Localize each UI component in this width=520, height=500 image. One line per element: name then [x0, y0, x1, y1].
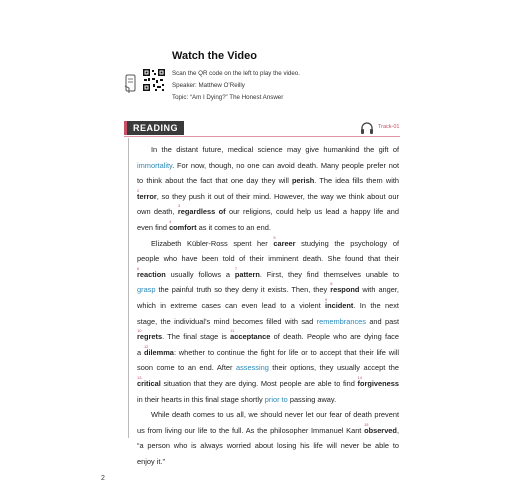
vocab-number: 13	[137, 375, 142, 380]
passage-text: , so they push it out of their mind. However, the way we think about our	[156, 191, 399, 201]
passage-text: “a person who is always worried about losing his life will never be able to	[137, 441, 399, 451]
vocab-number: 3	[177, 203, 181, 209]
audio-track[interactable]	[360, 121, 405, 135]
vocab-number: 6	[137, 265, 140, 271]
passage-text: . The idea fills them with	[314, 176, 399, 186]
passage-text: with anger,	[359, 285, 399, 295]
passage-line	[137, 317, 399, 327]
passage-line	[137, 161, 399, 171]
passage-line	[137, 328, 399, 342]
passage-line	[137, 395, 336, 405]
passage-line	[151, 234, 399, 249]
keyword: acceptance 11	[230, 328, 271, 342]
passage-text: studying the psychology of	[295, 238, 399, 248]
passage-text: Elizabeth Kübler-Ross spent her	[151, 238, 274, 248]
keyword: comfort 4	[169, 219, 197, 232]
keyword: incident 9	[325, 297, 354, 310]
passage-text: stage, the individual’s mind becomes filled with sad	[137, 316, 317, 326]
passage-text: and past	[365, 316, 399, 326]
keyword: critical 13	[137, 375, 161, 388]
vocab-number: 4	[169, 219, 172, 224]
video-title: Watch the Video	[172, 50, 257, 62]
phone-scan-icon	[124, 74, 138, 94]
passage-text: In the distant future, medical science may give humankind the gift of	[151, 145, 399, 154]
track-label: Track-01	[378, 124, 400, 130]
passage-text: enjoy it.”	[137, 457, 165, 466]
headphones-icon	[360, 121, 374, 135]
highlighted-word: remembrances	[316, 316, 366, 326]
passage-text: passing away.	[287, 394, 337, 404]
keyword: respond 8	[330, 281, 360, 295]
vocab-number: 8	[330, 281, 333, 287]
passage-text: of death. People who are dying face	[270, 332, 399, 342]
keyword: pattern 7	[234, 265, 260, 279]
passage-text: in their hearts in this final stage shortly	[137, 394, 265, 404]
passage-text: : whether to continue the fight for life or to accept that their life will	[173, 347, 399, 357]
vocab-number: 2	[137, 187, 140, 193]
vocab-number: 10	[137, 328, 142, 334]
keyword: regardless of 3	[177, 203, 226, 217]
passage-text: our religions, could help us lead a happy life and	[225, 207, 399, 217]
reading-badge: READING	[124, 121, 184, 135]
highlighted-word: immortality	[137, 160, 173, 170]
highlighted-word: grasp	[137, 285, 156, 295]
passage-line	[137, 363, 399, 373]
passage-text: a	[137, 347, 144, 357]
passage-line	[137, 441, 399, 451]
passage-text: . The final stage is	[162, 332, 231, 342]
qr-area	[124, 68, 168, 100]
passage-line	[151, 145, 399, 155]
vocab-number: 12	[143, 343, 149, 349]
video-instruction: Scan the QR code on the left to play the video.	[172, 70, 300, 77]
passage-line	[137, 343, 399, 358]
keyword: forgiveness 14	[357, 375, 399, 388]
highlighted-word: prior to	[264, 394, 288, 404]
passage-text: us from living our life to the full. As the philosopher Immanuel Kant	[137, 425, 365, 435]
keyword: terror 2	[137, 187, 157, 201]
keyword: dilemma 12	[143, 343, 174, 357]
passage-text: . First, they find themselves unable to	[259, 269, 400, 279]
passage-text: . For now, though, no one can avoid death. Many people prefer not	[172, 160, 399, 170]
passage-line	[137, 203, 399, 217]
passage-line	[137, 375, 399, 389]
passage-line	[137, 219, 271, 233]
passage-line	[137, 457, 165, 467]
video-speaker: Speaker: Matthew O’Reilly	[172, 82, 245, 89]
passage-text: own death,	[137, 207, 178, 217]
passage-line	[137, 265, 400, 280]
passage-text: usually follows a	[165, 269, 235, 279]
passage-text: While death comes to us all, we should never let our fear of death prevent	[151, 410, 399, 420]
passage-text: as it comes to an end.	[196, 223, 271, 232]
passage-text: . In the next	[353, 301, 399, 310]
keyword: reaction 6	[137, 265, 166, 279]
qr-code-icon[interactable]	[142, 68, 166, 92]
passage-text: even find	[137, 223, 170, 232]
vocab-number: 5	[273, 234, 276, 240]
passage-text: situation that they are dying. Most people are able to find	[160, 379, 358, 388]
vocab-number: 7	[234, 265, 238, 271]
passage-text: their options, they usually accept the	[268, 363, 399, 373]
passage-line	[137, 281, 399, 295]
passage-text: people who have been told of their imminent death. She found that their	[137, 254, 399, 264]
passage-line	[137, 176, 399, 186]
highlighted-word: assessing	[235, 363, 269, 373]
passage-text: to think about the fact that one day they will	[137, 176, 293, 186]
vocab-number: 14	[357, 375, 362, 380]
passage-text: ,	[396, 425, 399, 435]
video-topic: Topic: “Am I Dying?” The Honest Answer	[172, 94, 284, 101]
passage-line	[137, 297, 399, 311]
passage-line	[151, 410, 399, 420]
keyword: regrets 10	[137, 328, 163, 342]
passage-line	[137, 187, 399, 202]
keyword: observed 15	[364, 421, 397, 435]
section-divider	[124, 136, 400, 137]
keyword: perish	[292, 176, 315, 186]
vocab-number: 11	[230, 328, 235, 334]
keyword: career 5	[273, 234, 296, 248]
passage-line	[137, 254, 399, 264]
passage-text: the painful truth so they deny it exists. Then, they	[155, 285, 331, 295]
page-number: 2	[101, 475, 105, 482]
passage-line	[137, 421, 399, 436]
vocab-number: 9	[325, 297, 328, 302]
vocab-number: 15	[364, 421, 369, 427]
passage-text: soon come to an end. After	[137, 363, 236, 373]
passage-text: which in extreme cases can even lead to a violent	[137, 301, 326, 310]
